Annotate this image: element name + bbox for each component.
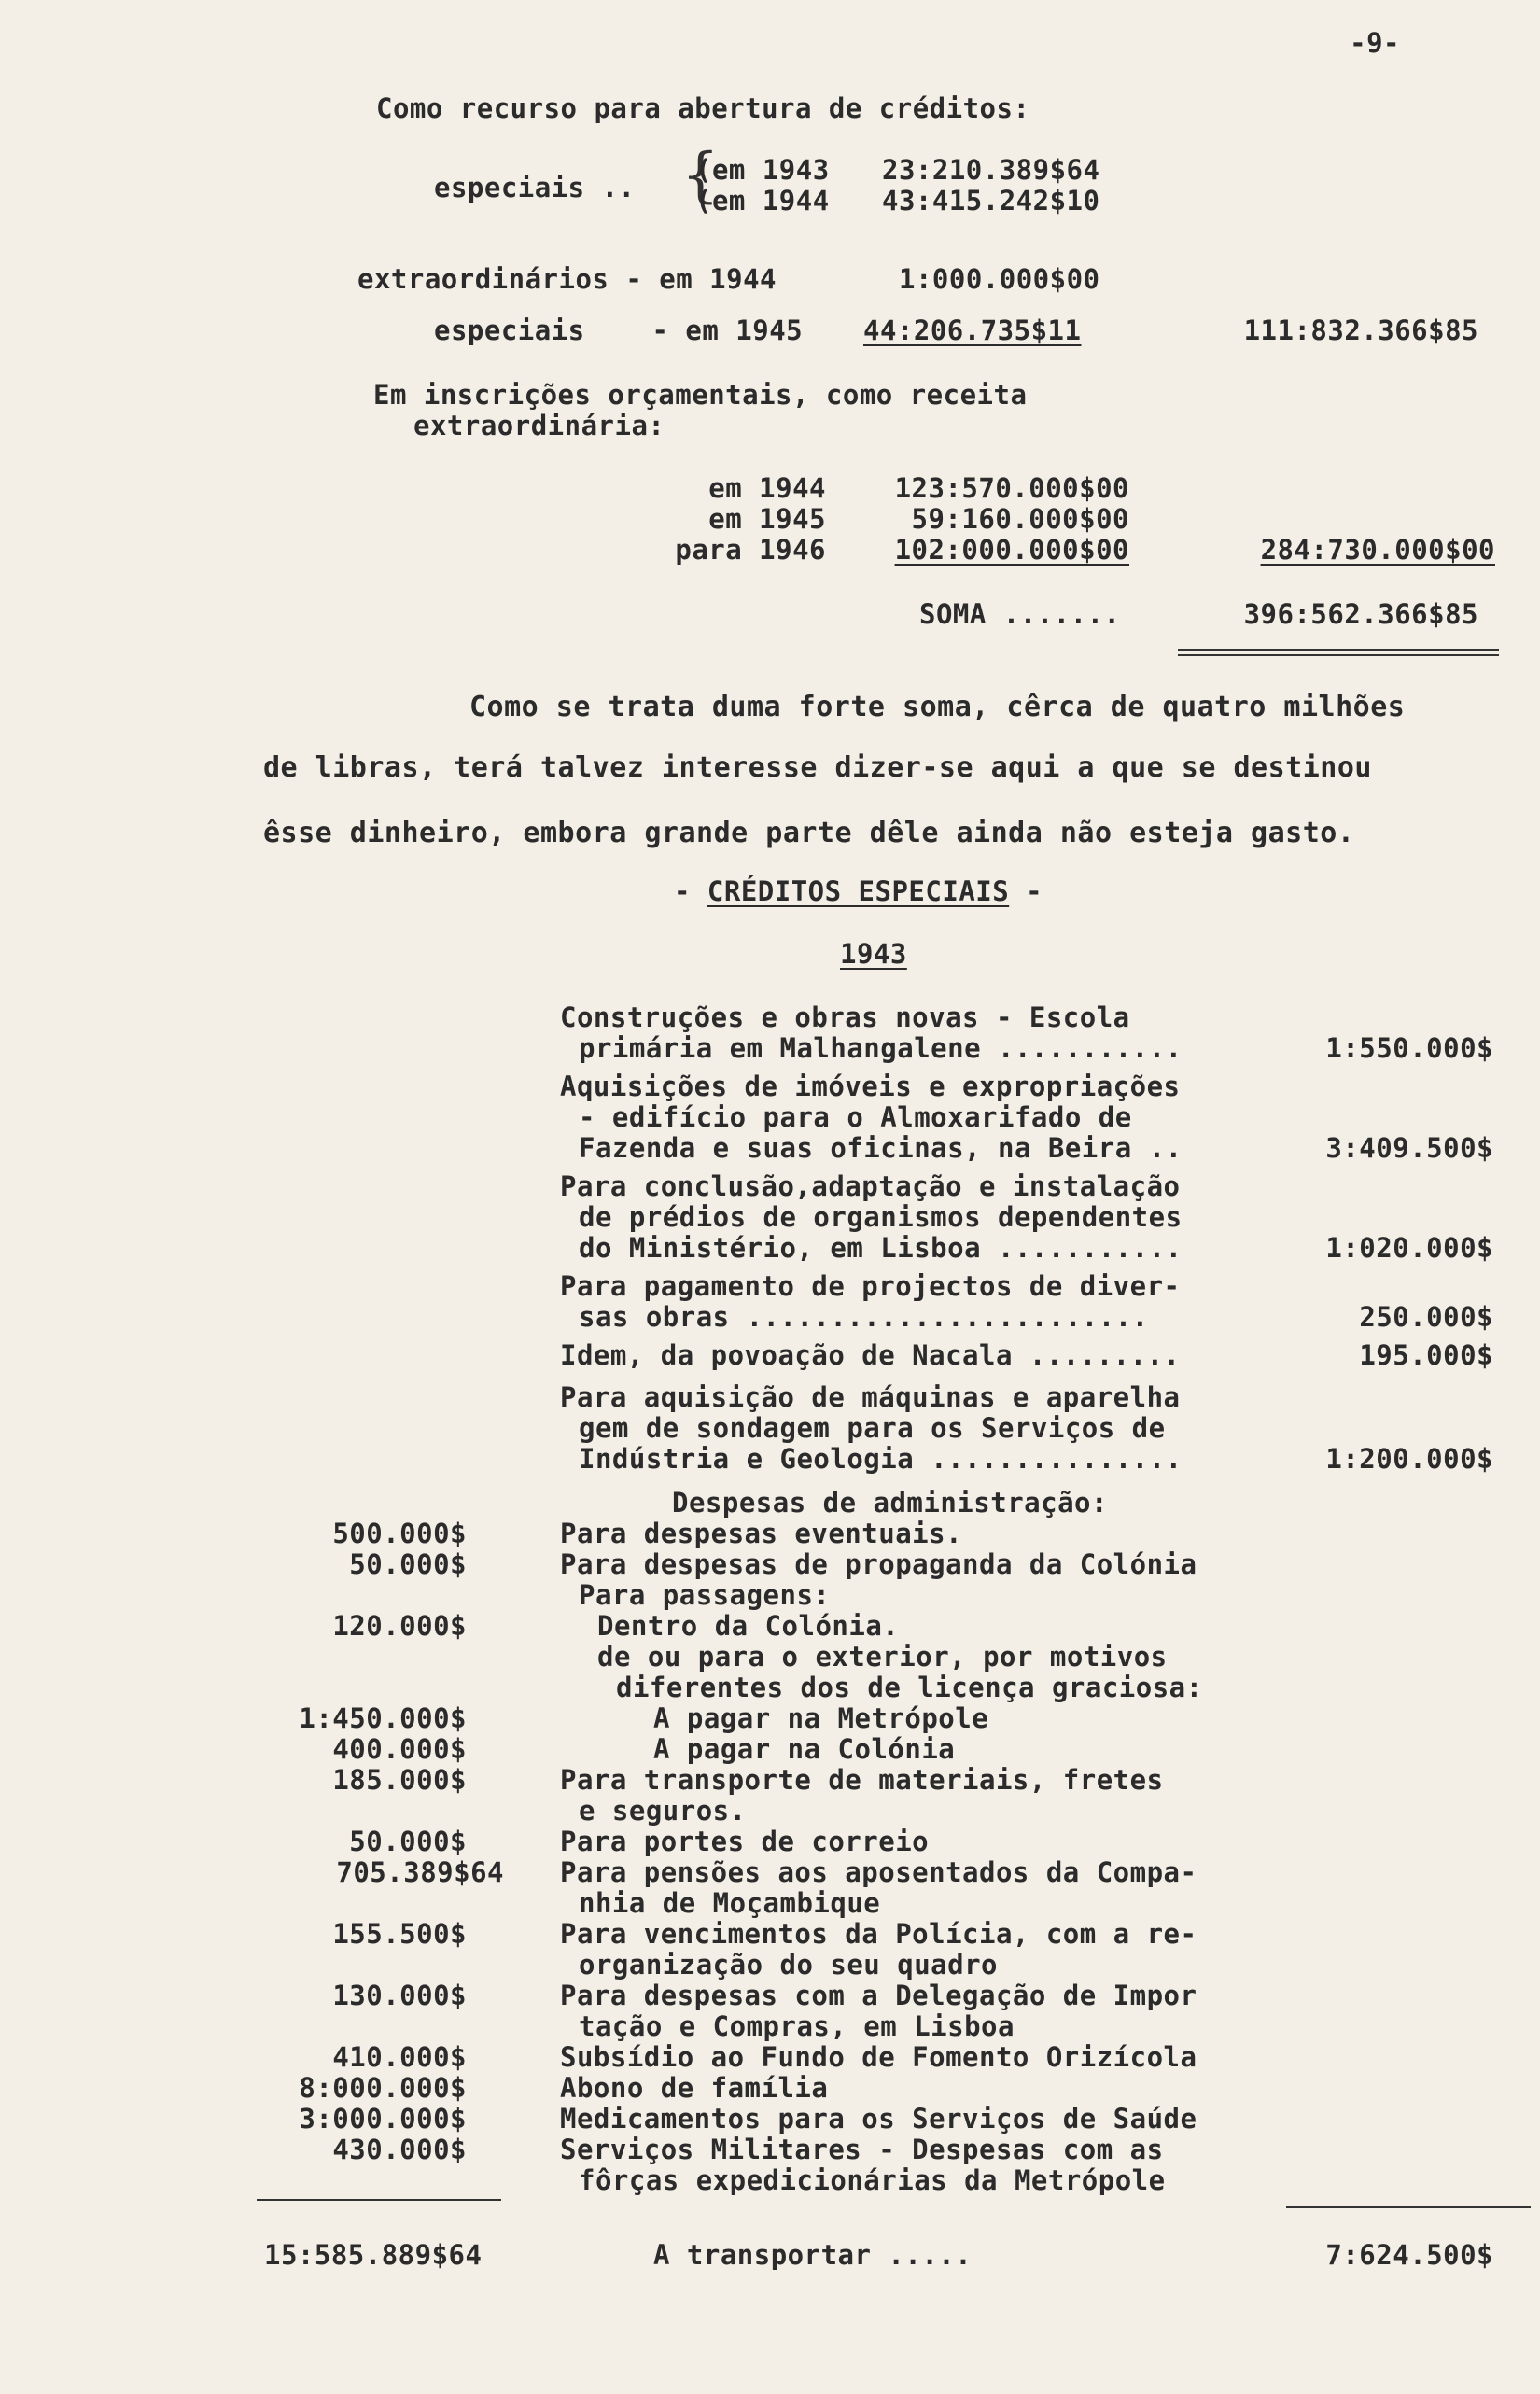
item-line: Indústria e Geologia ............... (579, 1443, 1183, 1475)
esp-1944-label: (em 1944 (695, 185, 830, 217)
brace-glyph: { (681, 141, 720, 210)
left-total-rule (257, 2199, 501, 2201)
inscricao-value: 123:570.000$00 (894, 472, 1129, 504)
left-value: 185.000$ (332, 1764, 467, 1796)
paragraph-line: êsse dinheiro, embora grande parte dêle ainda não esteja gasto. (263, 817, 1355, 849)
item-line: Abono de família (560, 2072, 829, 2104)
inscricao-value: 102:000.000$00 (894, 534, 1129, 566)
extraordinarios-label: extraordinários - em 1944 (357, 263, 777, 295)
item-line: Para vencimentos da Polícia, com a re- (560, 1918, 1197, 1950)
transport-label: A transportar ..... (653, 2239, 973, 2271)
item-line: de prédios de organismos dependentes (579, 1201, 1183, 1233)
item-line: Dentro da Colónia. (597, 1610, 900, 1642)
inscricao-year-label: em 1944 (708, 472, 826, 504)
inscricao-year-label: para 1946 (675, 534, 826, 566)
item-line: Para despesas eventuais. (560, 1518, 963, 1549)
right-value: 1:020.000$ (1325, 1232, 1493, 1264)
item-line: Construções e obras novas - Escola (560, 1001, 1130, 1033)
left-value: 1:450.000$ (299, 1702, 467, 1734)
left-value: 705.389$64 (336, 1856, 504, 1888)
paragraph-line: Como se trata duma forte soma, cêrca de quatro milhões (469, 691, 1406, 723)
left-value: 120.000$ (332, 1610, 467, 1642)
item-line: Despesas de administração: (672, 1487, 1108, 1519)
item-line: Medicamentos para os Serviços de Saúde (560, 2103, 1197, 2135)
especiais-1945-label: especiais - em 1945 (434, 315, 804, 346)
item-line: Para pagamento de projectos de diver- (560, 1270, 1181, 1302)
soma-label: SOMA ....... (919, 598, 1121, 630)
left-value: 130.000$ (332, 1980, 467, 2011)
transport-right-total: 7:624.500$ (1325, 2239, 1493, 2271)
page-number: -9- (1350, 27, 1400, 59)
right-value: 1:200.000$ (1325, 1443, 1493, 1475)
item-line: primária em Malhangalene ........... (579, 1032, 1183, 1064)
item-line: Aquisições de imóveis e expropriações (560, 1071, 1181, 1102)
item-line: Para despesas de propaganda da Colónia (560, 1548, 1197, 1580)
item-line: de ou para o exterior, por motivos (597, 1641, 1168, 1673)
item-line: Para conclusão,adaptação e instalação (560, 1170, 1181, 1202)
right-value: 250.000$ (1359, 1301, 1493, 1333)
item-line: A pagar na Colónia (653, 1733, 956, 1765)
item-line: do Ministério, em Lisboa ........... (579, 1232, 1183, 1264)
left-value: 155.500$ (332, 1918, 467, 1950)
left-value: 500.000$ (332, 1518, 467, 1549)
inscricoes-line-1: Em inscrições orçamentais, como receita (373, 379, 1028, 411)
item-line: - edifício para o Almoxarifado de (579, 1101, 1132, 1133)
item-line: Idem, da povoação de Nacala ......... (560, 1339, 1181, 1371)
especiais-1945-value: 44:206.735$11 (863, 315, 1082, 346)
item-line: Para transporte de materiais, fretes (560, 1764, 1164, 1796)
paragraph-line: de libras, terá talvez interesse dizer-se aqui a que se destinou (263, 751, 1372, 784)
item-line: sas obras ........................ (579, 1301, 1149, 1333)
item-line: e seguros. (579, 1795, 747, 1827)
item-line: nhia de Moçambique (579, 1887, 881, 1919)
item-line: organização do seu quadro (579, 1949, 998, 1981)
left-value: 50.000$ (349, 1548, 467, 1580)
esp-1944-value: 43:415.242$10 (882, 185, 1100, 217)
section-title: CRÉDITOS ESPECIAIS (707, 875, 1010, 907)
subtotal-creditos: 111:832.366$85 (1243, 315, 1478, 346)
esp-1943-value: 23:210.389$64 (882, 154, 1100, 186)
right-value: 1:550.000$ (1325, 1032, 1493, 1064)
subtotal-inscricoes: 284:730.000$00 (1260, 534, 1495, 566)
section-year: 1943 (840, 938, 907, 970)
item-line: Para pensões aos aposentados da Compa- (560, 1856, 1197, 1888)
inscricoes-line-2: extraordinária: (413, 410, 665, 441)
item-line: diferentes dos de licença graciosa: (616, 1672, 1203, 1703)
double-rule-top (1178, 649, 1499, 651)
transport-left-total: 15:585.889$64 (264, 2239, 483, 2271)
item-line: Para portes de correio (560, 1826, 930, 1857)
right-total-rule (1286, 2206, 1531, 2208)
left-value: 400.000$ (332, 1733, 467, 1765)
right-value: 3:409.500$ (1325, 1132, 1493, 1164)
double-rule-bottom (1178, 654, 1499, 656)
soma-value: 396:562.366$85 (1243, 598, 1478, 630)
especiais-label: especiais .. (434, 172, 636, 203)
item-line: gem de sondagem para os Serviços de (579, 1412, 1166, 1444)
section-heading: - CRÉDITOS ESPECIAIS - (674, 875, 1043, 907)
item-line: Serviços Militares - Despesas com as (560, 2134, 1164, 2165)
left-value: 3:000.000$ (299, 2103, 467, 2135)
item-line: Subsídio ao Fundo de Fomento Orizícola (560, 2041, 1197, 2073)
item-line: Para aquisição de máquinas e aparelha (560, 1381, 1181, 1413)
extraordinarios-value: 1:000.000$00 (899, 263, 1100, 295)
esp-1943-label: (em 1943 (695, 154, 830, 186)
inscricao-value: 59:160.000$00 (911, 503, 1129, 535)
left-value: 8:000.000$ (299, 2072, 467, 2104)
left-value: 430.000$ (332, 2134, 467, 2165)
item-line: A pagar na Metrópole (653, 1702, 989, 1734)
item-line: tação e Compras, em Lisboa (579, 2010, 1015, 2042)
item-line: Fazenda e suas oficinas, na Beira .. (579, 1132, 1183, 1164)
item-line: fôrças expedicionárias da Metrópole (579, 2164, 1166, 2196)
right-value: 195.000$ (1359, 1339, 1493, 1371)
left-value: 410.000$ (332, 2041, 467, 2073)
intro-line: Como recurso para abertura de créditos: (376, 92, 1030, 124)
inscricao-year-label: em 1945 (708, 503, 826, 535)
left-value: 50.000$ (349, 1826, 467, 1857)
item-line: Para passagens: (579, 1579, 831, 1611)
item-line: Para despesas com a Delegação de Impor (560, 1980, 1197, 2011)
